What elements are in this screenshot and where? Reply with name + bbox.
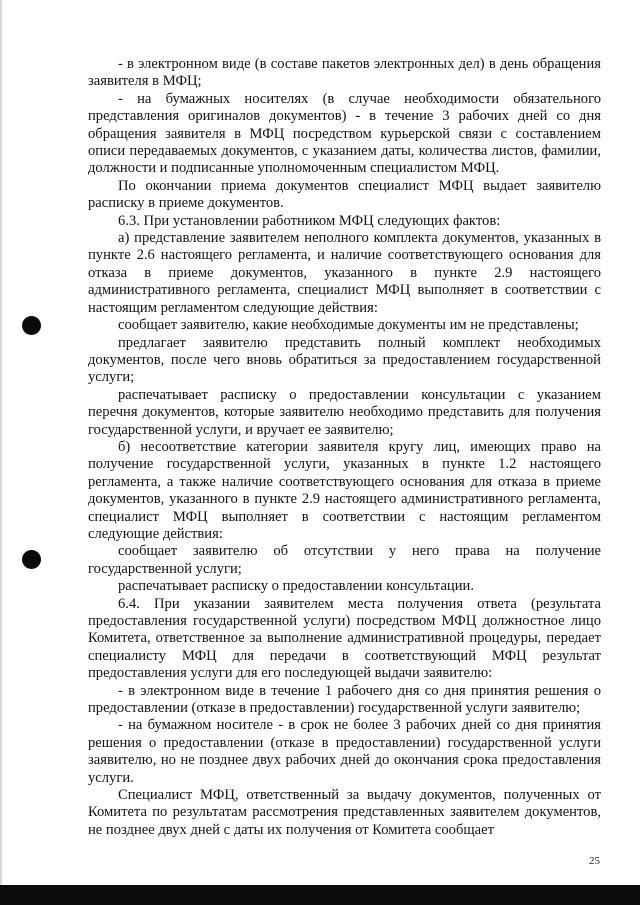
- paragraph-7: предлагает заявителю представить полный комплект необходимых документов, после чего вновь обратиться за предоставлением государственной услуги;: [88, 334, 601, 386]
- paragraph-15: Специалист МФЦ, ответственный за выдачу документов, полученных от Комитета по результатам рассмотрения представленных заявителем документов, не позднее двух дней с даты их получения от Комитета сообщает: [88, 787, 601, 838]
- paragraph-4: 6.3. При установлении работником МФЦ следующих фактов:: [118, 212, 501, 229]
- paragraph-10: сообщает заявителю об отсутствии у него права на получение государственной услуги;: [88, 543, 601, 577]
- paragraph-12: 6.4. При указании заявителем места получения ответа (результата предоставления государственной услуги) посредством МФЦ должностное лицо Комитета, ответственное за выполнение административной процедуры, передает специалисту МФЦ для передачи в соответствующий МФЦ результат предоставления услуги для его последующей выдачи заявителю:: [88, 595, 601, 682]
- paragraph-14: - на бумажном носителе - в срок не более 3 рабочих дней со дня принятия решения о предоставлении (отказе в предоставлении) государственной услуги заявителю, но не позднее двух рабочих дней до окончания срока предоставления услуги.: [88, 717, 601, 786]
- paragraph-5: а) представление заявителем неполного комплекта документов, указанных в пункте 2.6 настоящего регламента, и наличие соответствующего основания для отказа в приеме документов, указанного в пункте 2.9 настоящего административного регламента, специалист МФЦ выполняет в соответствии с настоящим регламентом следующие действия:: [88, 230, 601, 316]
- paragraph-6: сообщает заявителю, какие необходимые документы им не представлены;: [118, 317, 579, 334]
- paragraph-1: - в электронном виде (в составе пакетов электронных дел) в день обращения заявителя в МФЦ;: [88, 56, 601, 90]
- paragraph-11: распечатывает расписку о предоставлении консультации.: [118, 578, 475, 595]
- scan-bottom-edge: [0, 885, 640, 905]
- page-number: 25: [589, 855, 600, 867]
- paragraph-9: б) несоответствие категории заявителя кругу лиц, имеющих право на получение государственной услуги, указанных в пункте 1.2 настоящего регламента, а также наличие соответствующего основания для отказа в приеме документов, указанного в пункте 2.9 настоящего административного регламента, специалист МФЦ выполняет в соответствии с настоящим регламентом следующие действия:: [88, 438, 601, 542]
- paragraph-2: - на бумажных носителях (в случае необходимости обязательного представления оригиналов документов) - в течение 3 рабочих дней со дня обращения заявителя в МФЦ посредством курьерской связи с составлением описи передаваемых документов, с указанием даты, количества листов, фамилии, должности и подписанные уполномоченным специалистом МФЦ.: [88, 90, 601, 177]
- document-body: [88, 56, 601, 839]
- paragraph-8: распечатывает расписку о предоставлении консультации с указанием перечня документов, которые заявителю необходимо представить для получения государственной услуги, и вручает ее заявителю;: [88, 386, 601, 438]
- punch-hole-bottom: [22, 550, 41, 569]
- punch-hole-top: [22, 316, 41, 335]
- scan-left-edge: [0, 0, 2, 905]
- paragraph-3: По окончании приема документов специалист МФЦ выдает заявителю расписку в приеме документов.: [88, 177, 601, 212]
- paragraph-13: - в электронном виде в течение 1 рабочего дня со дня принятия решения о предоставлении (отказе в предоставлении) государственной услуги заявителю;: [88, 682, 601, 717]
